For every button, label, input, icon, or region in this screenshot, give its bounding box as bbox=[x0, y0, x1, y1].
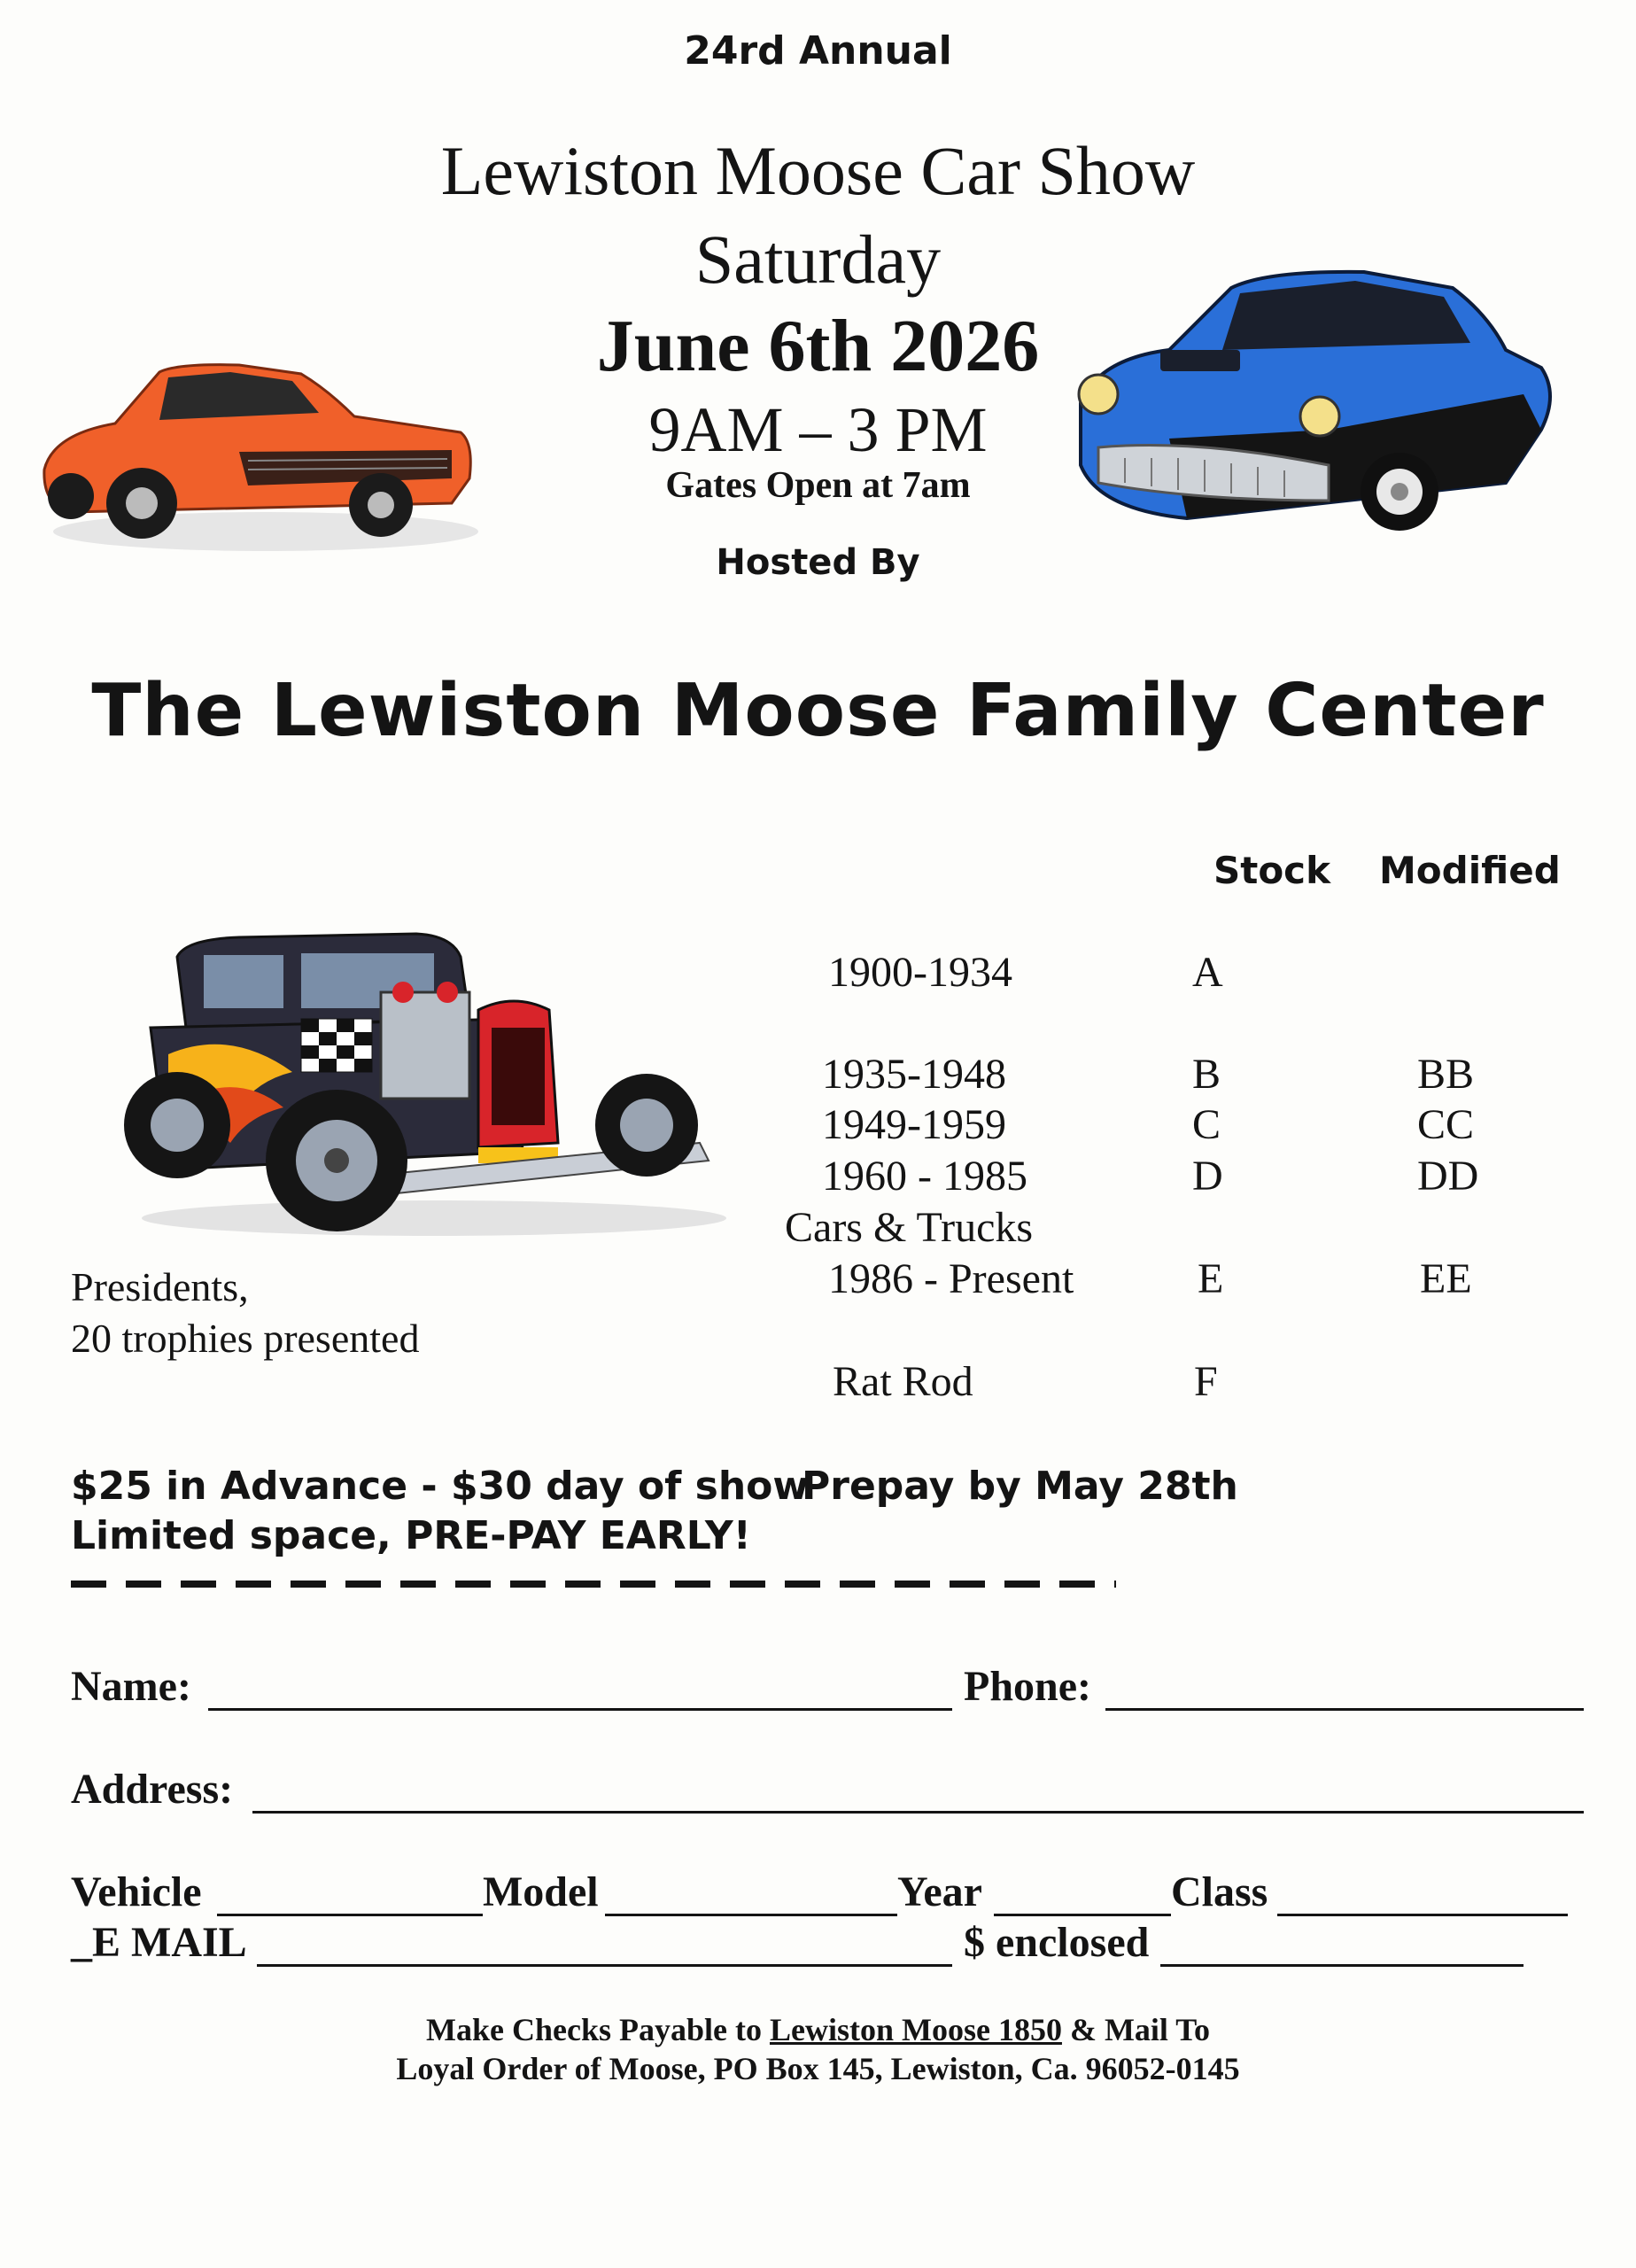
phone-field[interactable] bbox=[1105, 1708, 1584, 1711]
mail-to-label: & Mail To bbox=[1069, 2012, 1210, 2047]
awards-line-2: 20 trophies presented bbox=[71, 1316, 420, 1361]
model-label: Model bbox=[483, 1868, 599, 1915]
class-years: Cars & Trucks bbox=[785, 1204, 1034, 1251]
class-years: 1900-1934 bbox=[828, 949, 1012, 996]
modified-column-header: Modified bbox=[1379, 849, 1561, 892]
limited-space-note: Limited space, PRE-PAY EARLY! bbox=[71, 1513, 751, 1558]
event-hours: 9AM – 3 PM bbox=[648, 394, 988, 465]
email-label: _E MAIL bbox=[71, 1919, 247, 1966]
class-stock: D bbox=[1192, 1153, 1223, 1200]
address-label: Address: bbox=[71, 1766, 234, 1813]
email-field[interactable] bbox=[257, 1964, 952, 1967]
prepay-deadline: Prepay by May 28th bbox=[802, 1464, 1238, 1509]
class-modified: BB bbox=[1417, 1051, 1475, 1098]
phone-label: Phone: bbox=[964, 1663, 1091, 1710]
payee-name: Lewiston Moose 1850 bbox=[769, 2012, 1062, 2047]
vehicle-label: Vehicle bbox=[71, 1868, 202, 1915]
class-stock: E bbox=[1198, 1255, 1224, 1302]
class-years: 1949-1959 bbox=[822, 1101, 1006, 1148]
checks-prefix: Make Checks Payable to bbox=[426, 2012, 762, 2047]
gates-open: Gates Open at 7am bbox=[665, 465, 971, 506]
class-years: 1935-1948 bbox=[822, 1051, 1006, 1098]
name-label: Name: bbox=[71, 1663, 191, 1710]
enclosed-field[interactable] bbox=[1160, 1964, 1524, 1967]
class-stock: A bbox=[1192, 949, 1223, 996]
class-stock: F bbox=[1194, 1358, 1218, 1405]
event-date: June 6th 2026 bbox=[596, 305, 1040, 387]
class-modified: DD bbox=[1417, 1153, 1479, 1200]
class-years: Rat Rod bbox=[833, 1358, 973, 1405]
class-stock: B bbox=[1192, 1051, 1221, 1098]
blue-classic-car-image bbox=[1063, 261, 1559, 545]
class-years: 1986 - Present bbox=[828, 1255, 1074, 1302]
class-modified: CC bbox=[1417, 1101, 1475, 1148]
address-field[interactable] bbox=[252, 1811, 1584, 1814]
class-field[interactable] bbox=[1277, 1914, 1568, 1916]
checks-payable-line bbox=[0, 2011, 1636, 2048]
class-modified: EE bbox=[1420, 1255, 1472, 1302]
year-field[interactable] bbox=[994, 1914, 1171, 1916]
awards-line-1: Presidents, bbox=[71, 1264, 249, 1309]
hot-rod-image bbox=[97, 921, 735, 1240]
awards-text bbox=[71, 1262, 419, 1364]
cut-line bbox=[71, 1581, 1116, 1588]
class-years: 1960 - 1985 bbox=[822, 1153, 1027, 1200]
mailing-address: Loyal Order of Moose, PO Box 145, Lewiston, Ca. 96052-0145 bbox=[396, 2051, 1240, 2086]
event-day: Saturday bbox=[694, 221, 942, 298]
event-title: Lewiston Moose Car Show bbox=[440, 132, 1196, 209]
orange-muscle-car-image bbox=[35, 354, 478, 558]
host-name: The Lewiston Moose Family Center bbox=[91, 669, 1545, 753]
edition-label: 24rd Annual bbox=[684, 28, 952, 74]
class-stock: C bbox=[1192, 1101, 1221, 1148]
vehicle-field[interactable] bbox=[217, 1914, 483, 1916]
class-label: Class bbox=[1171, 1868, 1268, 1915]
entry-fees: $25 in Advance - $30 day of show bbox=[71, 1464, 810, 1509]
enclosed-label: $ enclosed bbox=[964, 1919, 1150, 1966]
hosted-by-label: Hosted By bbox=[716, 542, 920, 583]
model-field[interactable] bbox=[605, 1914, 897, 1916]
name-field[interactable] bbox=[208, 1708, 952, 1711]
stock-column-header: Stock bbox=[1213, 849, 1331, 892]
year-label: Year bbox=[897, 1868, 982, 1915]
